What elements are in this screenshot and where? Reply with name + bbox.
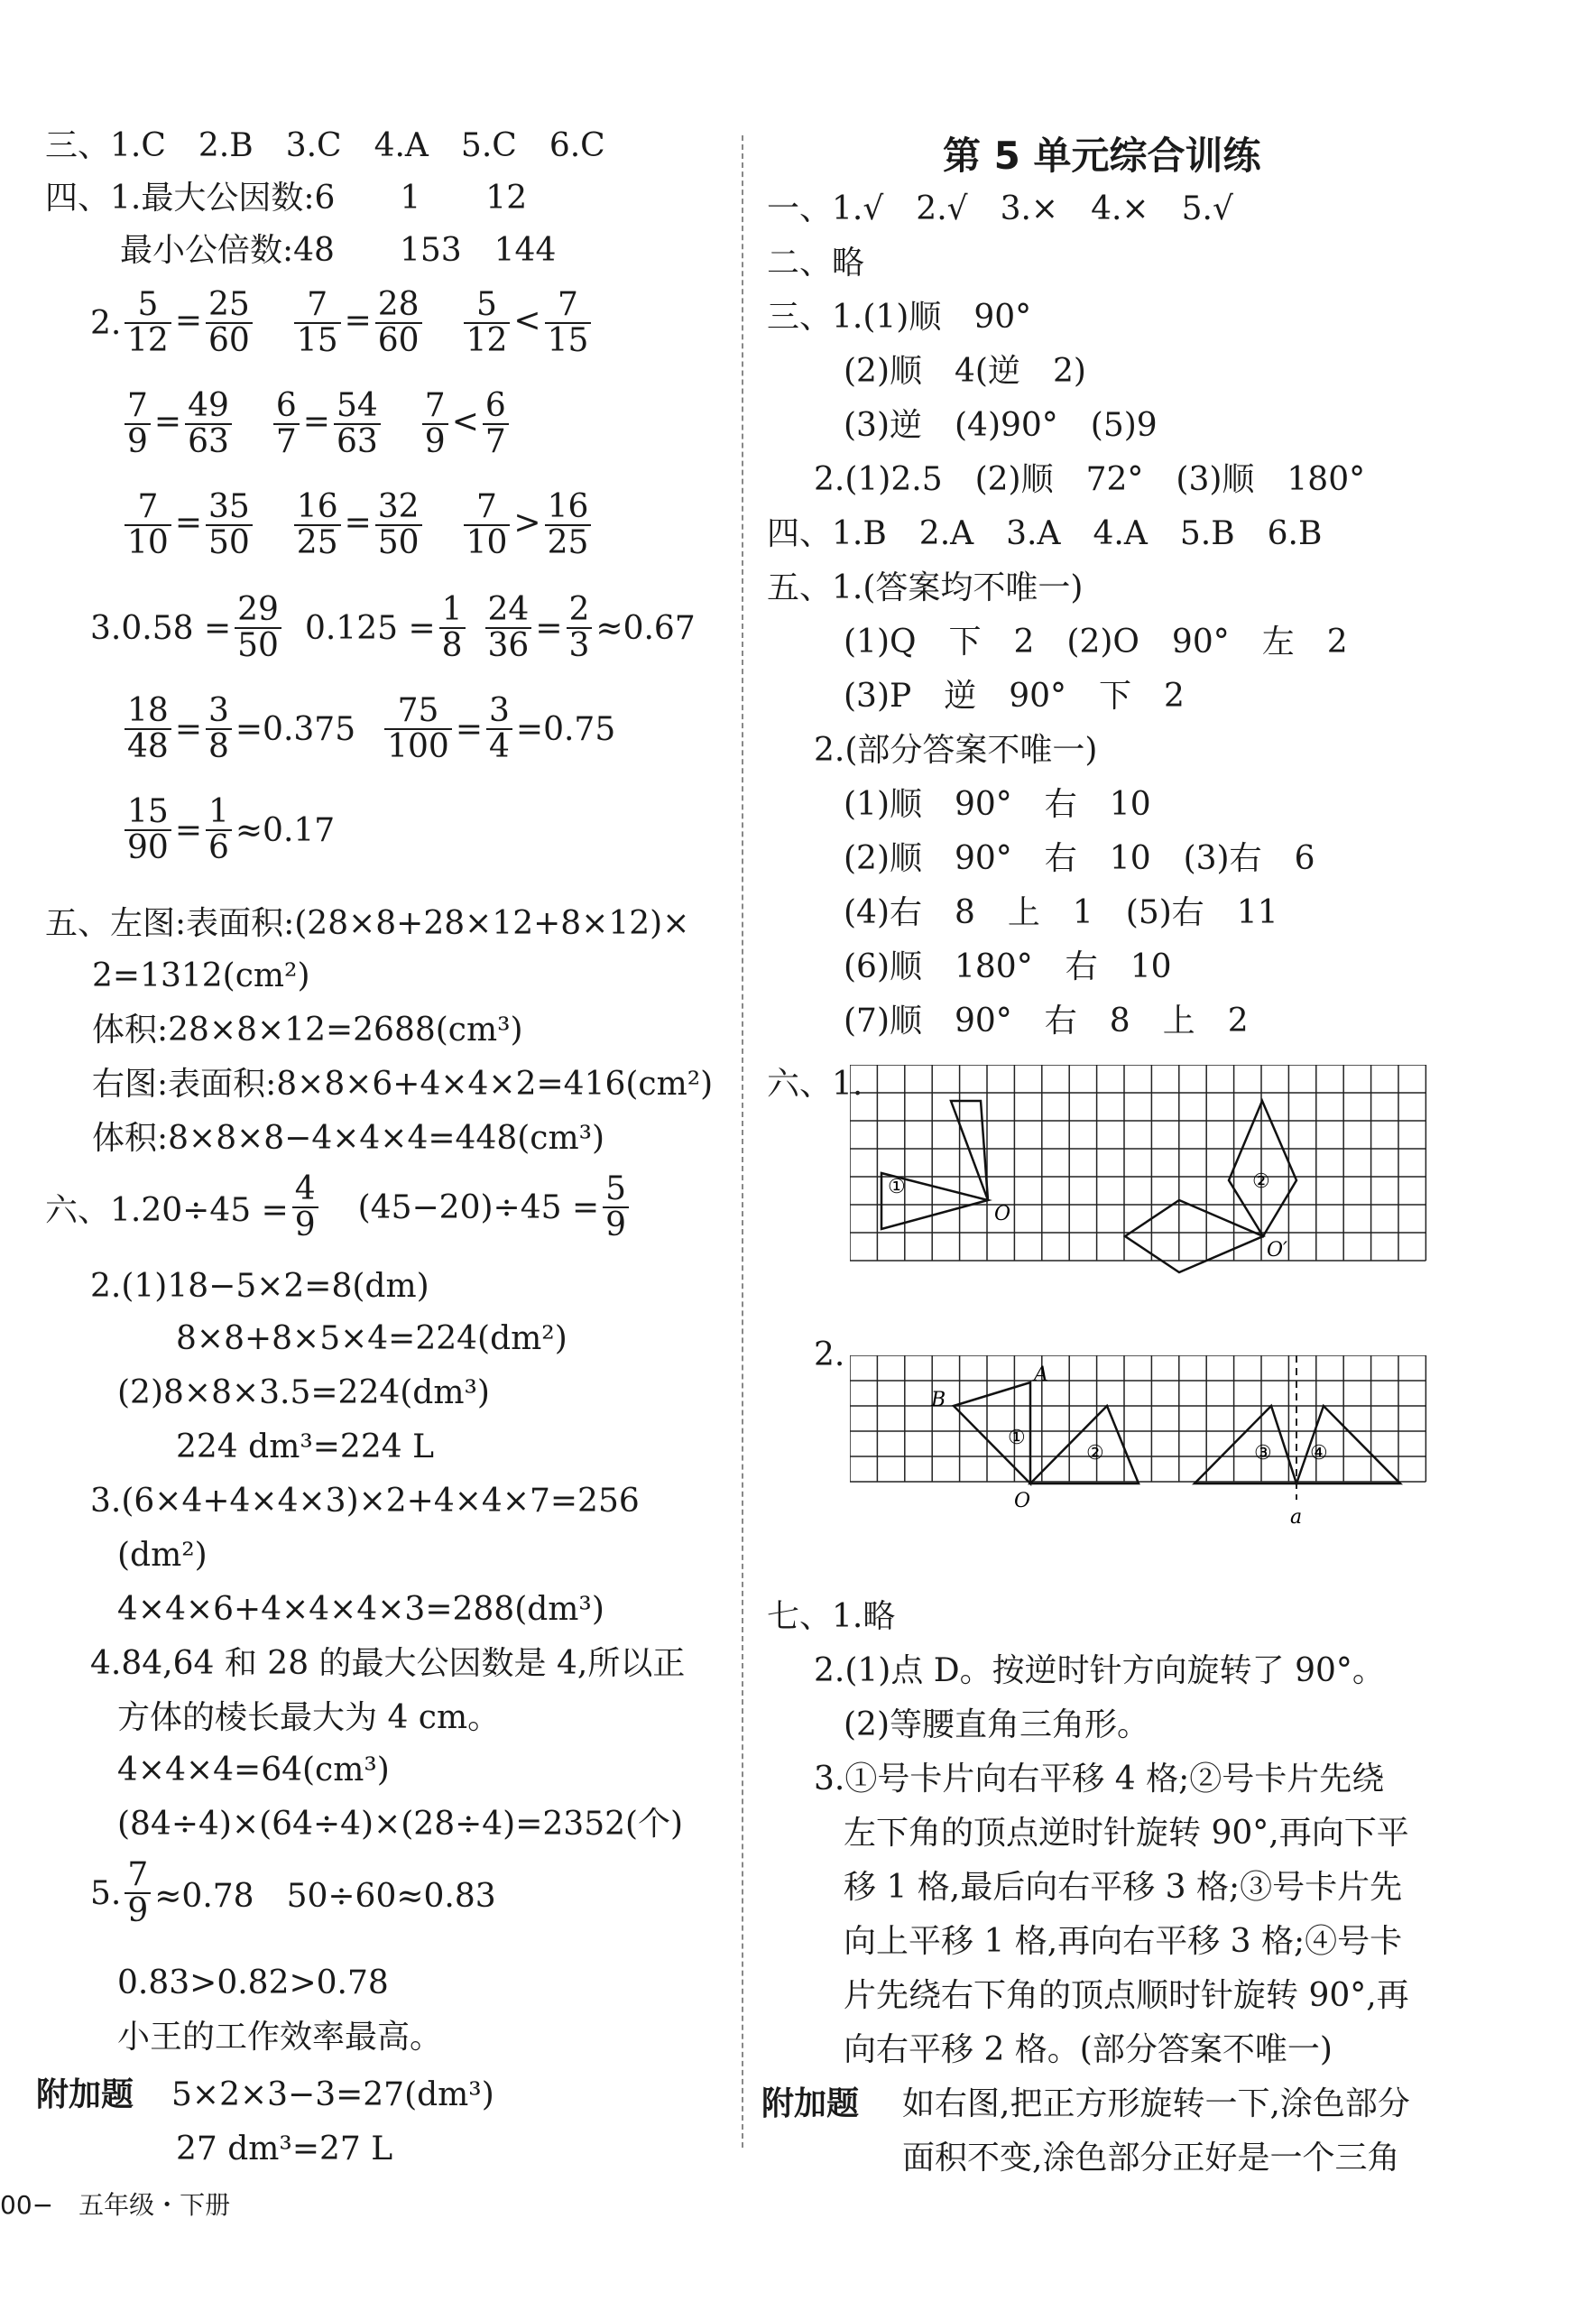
fraction: $\frac{7}{9}$ — [125, 389, 151, 459]
fraction: $\frac{7}{10}$ — [125, 490, 171, 560]
answer-line: (2)等腰直角三角形。 — [844, 1706, 1149, 1743]
answer-line: 4×4×6+4×4×4×3=288(dm³) — [117, 1591, 604, 1628]
answer-line: 224 dm³=224 L — [176, 1428, 434, 1465]
answer-line: 六、1. — [767, 1066, 863, 1103]
answer-line: (6)顺 180° 右 10 — [844, 948, 1172, 985]
fraction-row: 2. $\frac{5}{12}$ = $\frac{25}{60}$ $\frac{7}{15}$ = $\frac{28}{60}$ $\frac{5}{12}$ < $\frac{7}{15}$ — [90, 280, 629, 366]
figure-1-grid — [850, 1065, 1427, 1303]
fraction: $\frac{3}{4}$ — [486, 694, 512, 764]
text: ≈0.78 50÷60≈0.83 — [154, 1877, 496, 1915]
fraction: $\frac{7}{15}$ — [294, 288, 341, 358]
text: 六、1.20÷45 = — [45, 1191, 289, 1229]
answer-line: 五、左图:表面积:(28×8+28×12+8×12)× — [45, 905, 690, 942]
fraction-row: 3.0.58 = $\frac{29}{50}$ 0.125 = $\frac{1}{8}$ $\frac{24}{36}$ = $\frac{2}{3}$ ≈0.67 — [90, 591, 696, 664]
answer-line: 3.(6×4+4×4×3)×2+4×4×7=256 — [90, 1483, 640, 1520]
card-label-2: ② — [1086, 1442, 1104, 1465]
fraction: $\frac{49}{63}$ — [185, 389, 232, 459]
answer-line: 2.(部分答案不唯一) — [814, 732, 1098, 769]
axis-a-label: a — [1290, 1506, 1303, 1527]
answer-line: 0.83>0.82>0.78 — [117, 1964, 389, 2001]
fraction-row — [90, 1850, 496, 1936]
answer-line: 五、1.(答案均不唯一) — [767, 569, 1084, 606]
answer-line: 27 dm³=27 L — [176, 2131, 393, 2167]
fraction: $\frac{7}{15}$ — [545, 288, 592, 358]
fraction: $\frac{29}{50}$ — [235, 593, 281, 663]
answer-line: 向上平移 1 格,再向右平移 3 格;④号卡 — [844, 1923, 1403, 1960]
fraction: $\frac{32}{50}$ — [375, 490, 422, 560]
fraction: $\frac{1}{6}$ — [206, 795, 232, 865]
fraction: $\frac{1}{8}$ — [439, 593, 466, 663]
point-o-label: O — [1014, 1490, 1031, 1512]
answer-line: 面积不变,涂色部分正好是一个三角 — [902, 2140, 1400, 2177]
fraction: $\frac{6}{7}$ — [273, 389, 300, 459]
triangle-shape — [951, 1101, 988, 1200]
card-label-1: ① — [888, 1176, 906, 1198]
answer-line: (3)P 逆 90° 下 2 — [844, 678, 1185, 715]
fraction: $\frac{3}{8}$ — [206, 694, 232, 764]
answer-line: (3)逆 (4)90° (5)9 — [844, 407, 1158, 444]
answer-line: 移 1 格,最后向右平移 3 格;③号卡片先 — [844, 1869, 1403, 1906]
fraction-comparison: $\frac{5}{12}$ = $\frac{25}{60}$ — [121, 302, 256, 339]
fraction: $\frac{5}{12}$ — [125, 288, 171, 358]
answer-line: 最小公倍数:48 153 144 — [120, 232, 557, 269]
fraction: $\frac{7}{9}$ — [125, 1858, 151, 1928]
fraction-comparison: $\frac{6}{7}$ = $\frac{54}{63}$ — [270, 403, 384, 440]
answer-line: 三、1.(1)顺 90° — [767, 299, 1032, 336]
fraction-comparison: $\frac{7}{9}$ < $\frac{6}{7}$ — [419, 403, 512, 440]
answer-line: 4×4×4=64(cm³) — [117, 1752, 390, 1789]
card-label-3: ③ — [1254, 1442, 1272, 1465]
point-o-label: O — [994, 1203, 1011, 1225]
answer-line: 如右图,把正方形旋转一下,涂色部分 — [902, 2085, 1410, 2122]
page-footer: 00− 五年级・下册 — [0, 2190, 231, 2220]
answer-line: 二、略 — [767, 245, 865, 282]
answer-line: (2)顺 90° 右 10 (3)右 6 — [844, 840, 1315, 877]
fraction-row — [45, 1164, 632, 1251]
figure-2-grid — [850, 1355, 1427, 1527]
fraction: $\frac{6}{7}$ — [483, 389, 509, 459]
answer-line: 体积:28×8×12=2688(cm³) — [92, 1012, 523, 1049]
fraction: $\frac{75}{100}$ — [384, 694, 452, 764]
fraction: $\frac{2}{3}$ — [567, 593, 593, 663]
triangle-shape — [1030, 1406, 1139, 1484]
answer-line: 片先绕右下角的顶点顺时针旋转 90°,再 — [844, 1977, 1409, 2014]
answer-line: (dm²) — [117, 1537, 208, 1574]
fraction: $\frac{15}{90}$ — [125, 795, 171, 865]
text: =0.75 — [515, 710, 616, 748]
triangle-shape — [1195, 1406, 1296, 1484]
card-label-4: ④ — [1310, 1442, 1328, 1465]
answer-line: 七、1.略 — [767, 1598, 896, 1635]
text: 5. — [90, 1874, 122, 1912]
answer-line: 小王的工作效率最高。 — [117, 2019, 443, 2056]
fraction-comparison: $\frac{5}{12}$ < $\frac{7}{15}$ — [460, 302, 595, 339]
answer-line: 2=1312(cm²) — [92, 957, 310, 994]
fraction: $\frac{25}{60}$ — [206, 288, 253, 358]
answer-line: 体积:8×8×8−4×4×4=448(cm³) — [92, 1120, 605, 1157]
fraction-row — [121, 482, 629, 568]
text: 0.125 = — [304, 609, 436, 647]
fraction-row: $\frac{15}{90}$ = $\frac{1}{6}$ ≈0.17 — [121, 787, 335, 873]
answer-line: 四、1.最大公因数:6 1 12 — [45, 180, 528, 217]
fraction: $\frac{5}{9}$ — [603, 1172, 629, 1243]
column-divider — [742, 135, 743, 2148]
rotation-figure-1 — [850, 1065, 1427, 1303]
text: ≈0.67 — [595, 609, 696, 647]
text: (45−20)÷45 = — [357, 1188, 600, 1226]
card-label-1: ① — [1008, 1427, 1026, 1449]
answer-line: (1)Q 下 2 (2)O 90° 左 2 — [844, 624, 1348, 661]
fraction: $\frac{24}{36}$ — [485, 593, 532, 663]
answer-line: (4)右 8 上 1 (5)右 11 — [844, 894, 1278, 931]
answer-line: (2)8×8×3.5=224(dm³) — [117, 1374, 490, 1411]
fraction-row — [121, 381, 547, 467]
text: =0.375 — [235, 710, 356, 748]
text: 3.0.58 = — [90, 609, 232, 647]
answer-line: 三、1.C 2.B 3.C 4.A 5.C 6.C — [45, 127, 605, 164]
card-label-2: ② — [1252, 1170, 1270, 1193]
fraction: $\frac{28}{60}$ — [375, 288, 422, 358]
answer-line: 2.(1)2.5 (2)顺 72° (3)顺 180° — [814, 461, 1366, 498]
point-a-label: A — [1034, 1363, 1048, 1386]
answer-line: 四、1.B 2.A 3.A 4.A 5.B 6.B — [767, 515, 1323, 552]
answer-line: (7)顺 90° 右 8 上 2 — [844, 1003, 1249, 1040]
answer-line: (2)顺 4(逆 2) — [844, 353, 1086, 390]
point-o-prime-label: O′ — [1267, 1239, 1288, 1262]
fraction-comparison: $\frac{7}{10}$ > $\frac{16}{25}$ — [460, 504, 595, 541]
answer-line: (84÷4)×(64÷4)×(28÷4)=2352(个) — [117, 1806, 684, 1843]
answer-line: 右图:表面积:8×8×6+4×4×2=416(cm²) — [92, 1066, 714, 1103]
answer-line: 5×2×3−3=27(dm³) — [171, 2076, 494, 2113]
extra-label: 附加题 — [36, 2076, 134, 2113]
fraction: $\frac{5}{12}$ — [464, 288, 511, 358]
answer-line: 左下角的顶点逆时针旋转 90°,再向下平 — [844, 1815, 1409, 1852]
answer-line: 2.(1)点 D。按逆时针方向旋转了 90°。 — [814, 1652, 1385, 1689]
fraction-comparison: $\frac{7}{15}$ = $\frac{28}{60}$ — [291, 302, 426, 339]
answer-line: 一、1.√ 2.√ 3.× 4.× 5.√ — [767, 190, 1233, 227]
answer-line: 向右平移 2 格。(部分答案不唯一) — [844, 2031, 1333, 2068]
fraction-comparison: $\frac{7}{10}$ = $\frac{35}{50}$ — [121, 504, 256, 541]
fraction: $\frac{18}{48}$ — [125, 694, 171, 764]
transform-figure-2 — [850, 1355, 1427, 1527]
fraction: $\frac{7}{9}$ — [422, 389, 448, 459]
rhombus-shape — [1125, 1200, 1263, 1272]
fraction: $\frac{35}{50}$ — [206, 490, 253, 560]
answer-line: 方体的棱长最大为 4 cm。 — [117, 1699, 501, 1736]
fraction: $\frac{16}{25}$ — [545, 490, 592, 560]
extra-label: 附加题 — [761, 2085, 860, 2122]
fraction-comparison: $\frac{7}{9}$ = $\frac{49}{63}$ — [121, 403, 235, 440]
answer-line: 2. — [814, 1336, 845, 1373]
fraction: $\frac{54}{63}$ — [334, 389, 381, 459]
fraction: $\frac{16}{25}$ — [294, 490, 341, 560]
answer-line: 8×8+8×5×4=224(dm²) — [176, 1320, 567, 1357]
fraction-comparison: $\frac{16}{25}$ = $\frac{32}{50}$ — [291, 504, 426, 541]
section-title: 第 5 单元综合训练 — [943, 134, 1261, 178]
fraction: $\frac{7}{10}$ — [464, 490, 511, 560]
answer-line: 4.84,64 和 28 的最大公因数是 4,所以正 — [90, 1645, 686, 1682]
answer-line: (1)顺 90° 右 10 — [844, 786, 1151, 823]
fraction: $\frac{4}{9}$ — [292, 1172, 318, 1243]
answer-line: 2.(1)18−5×2=8(dm) — [90, 1268, 429, 1305]
fraction-row: $\frac{18}{48}$ = $\frac{3}{8}$ =0.375 $\frac{75}{100}$ = $\frac{3}{4}$ =0.75 — [121, 686, 615, 772]
point-b-label: B — [931, 1389, 946, 1411]
text: ≈0.17 — [235, 811, 336, 849]
answer-line: 3.①号卡片向右平移 4 格;②号卡片先绕 — [814, 1761, 1385, 1798]
